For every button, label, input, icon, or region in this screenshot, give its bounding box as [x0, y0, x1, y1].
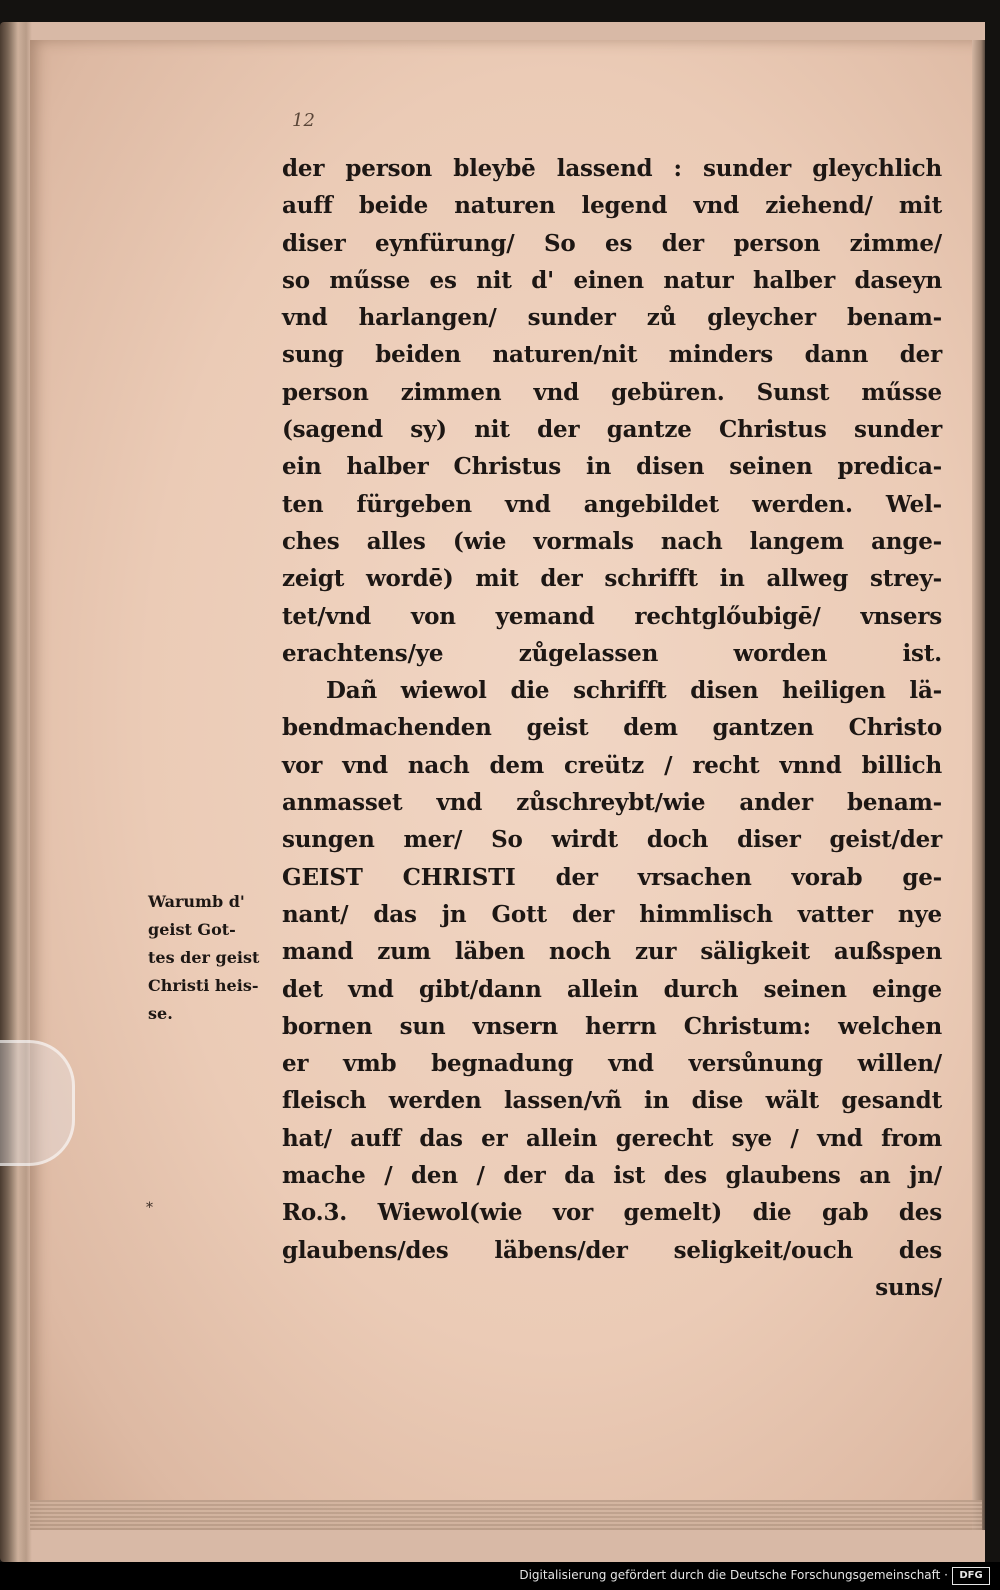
text-line: nant/ das jn Gott der himmlisch vatter nye — [282, 900, 942, 928]
margin-note-line: Christi heis- — [148, 976, 259, 995]
text-line: anmasset vnd zůschreybt/wie ander benam- — [282, 789, 942, 817]
text-line: fleisch werden lassen/vñ in dise wält gesandt — [282, 1087, 942, 1115]
footer-credit: Digitalisierung gefördert durch die Deutsche Forschungsgemeinschaft · — [519, 1568, 948, 1582]
text-line: Dañ wiewol die schrifft disen heiligen lä- — [326, 677, 942, 705]
marginal-mark: * — [146, 1200, 153, 1216]
folio-number: 12 — [292, 110, 315, 131]
text-line: vor vnd nach dem creütz / recht vnnd billich — [282, 751, 942, 779]
text-line: ten fürgeben vnd angebildet werden. Wel- — [282, 490, 942, 518]
text-line: mache / den / der da ist des glaubens an jn/ — [282, 1162, 942, 1190]
text-line: zeigt wordē) mit der schrifft in allweg strey- — [282, 565, 942, 593]
text-line: suns/ — [875, 1273, 942, 1301]
book-clip — [0, 1040, 75, 1166]
footer-bar — [0, 1562, 1000, 1590]
page-edge-right — [972, 40, 985, 1530]
margin-note-line: geist Got- — [148, 920, 236, 939]
text-line: sungen mer/ So wirdt doch diser geist/der — [282, 826, 942, 854]
text-line: hat/ auff das er allein gerecht sye / vnd from — [282, 1124, 942, 1152]
margin-note — [148, 888, 288, 1028]
text-line: GEIST CHRISTI der vrsachen vorab ge- — [282, 863, 942, 891]
text-line: sung beiden naturen/nit minders dann der — [282, 341, 942, 369]
margin-note-line: tes der geist — [148, 948, 260, 967]
text-line: vnd harlangen/ sunder zů gleycher benam- — [282, 304, 942, 332]
text-line: diser eynfürung/ So es der person zimme/ — [282, 229, 942, 257]
text-line: person zimmen vnd gebüren. Sunst műsse — [282, 378, 942, 406]
text-line: Ro.3. Wiewol(wie vor gemelt) die gab des — [282, 1199, 942, 1227]
text-line: erachtens/ye zůgelassen worden ist. — [282, 639, 942, 667]
dfg-logo-icon: DFG — [952, 1567, 990, 1585]
text-line: ches alles (wie vormals nach langem ange- — [282, 527, 942, 555]
text-line: er vmb begnadung vnd versůnung willen/ — [282, 1050, 942, 1078]
margin-note-line: Warumb d' — [148, 892, 245, 911]
text-line: der person bleybē lassend : sunder gleychlich — [282, 155, 942, 182]
text-line: glaubens/des läbens/der seligkeit/ouch des — [282, 1236, 942, 1264]
text-line: mand zum läben noch zur säligkeit außspen — [282, 938, 942, 966]
text-line: (sagend sy) nit der gantze Christus sunder — [282, 416, 942, 444]
page-edge-bottom — [30, 1500, 982, 1530]
text-line: ein halber Christus in disen seinen predica- — [282, 453, 942, 481]
text-line: bornen sun vnsern herrn Christum: welchen — [282, 1012, 942, 1040]
text-line: so műsse es nit d' einen natur halber daseyn — [282, 266, 942, 294]
text-line: det vnd gibt/dann allein durch seinen einge — [282, 975, 942, 1003]
text-line: auff beide naturen legend vnd ziehend/ mit — [282, 192, 942, 220]
text-line: bendmachenden geist dem gantzen Christo — [282, 714, 942, 742]
margin-note-line: se. — [148, 1004, 173, 1023]
main-text-block — [282, 150, 942, 1306]
text-line: tet/vnd von yemand rechtglőubigē/ vnsers — [282, 602, 942, 630]
